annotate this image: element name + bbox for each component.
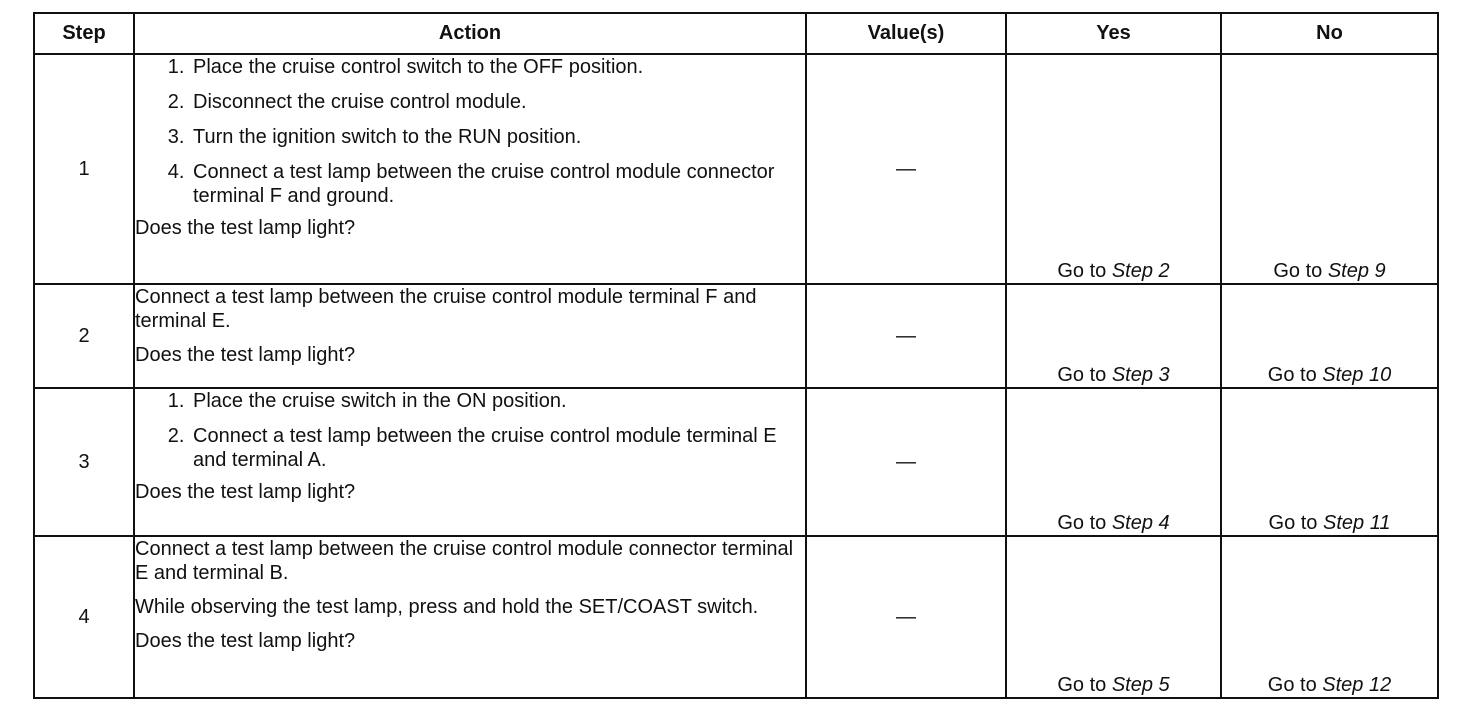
go-to-label: Go to [1057, 674, 1107, 696]
diagnostic-table [33, 12, 1439, 699]
yes-cell [1006, 536, 1221, 698]
yes-step-ref: Step 2 [1111, 260, 1170, 282]
step-number: 4 [34, 536, 134, 698]
no-cell [1221, 54, 1438, 284]
action-item: 2. Disconnect the cruise control module. [190, 90, 805, 114]
header-yes: Yes [1006, 13, 1221, 54]
header-no: No [1221, 13, 1438, 54]
value-dash: — [896, 157, 916, 180]
table-row [34, 388, 1438, 536]
action-question: Does the test lamp light? [135, 481, 356, 503]
yes-cell [1006, 388, 1221, 536]
go-to-label: Go to [1057, 512, 1107, 534]
value-cell [806, 54, 1006, 284]
value-dash: — [896, 605, 916, 628]
no-step-ref: Step 12 [1322, 674, 1392, 696]
action-list [135, 55, 805, 208]
table-row [34, 284, 1438, 388]
header-row [34, 13, 1438, 54]
no-step-ref: Step 11 [1323, 512, 1391, 534]
table-row [34, 536, 1438, 698]
value-cell [806, 284, 1006, 388]
header-values: Value(s) [806, 13, 1006, 54]
step-number: 3 [34, 388, 134, 536]
action-item: 2. Connect a test lamp between the cruise control module terminal E and terminal A. [190, 424, 805, 472]
step-number: 2 [34, 284, 134, 388]
action-text: Connect a test lamp between the cruise control module connector terminal E and terminal B. [135, 538, 794, 584]
no-cell [1221, 536, 1438, 698]
value-cell [806, 388, 1006, 536]
action-item: 1. Place the cruise control switch to the OFF position. [190, 55, 805, 79]
no-cell [1221, 284, 1438, 388]
action-question: Does the test lamp light? [135, 630, 356, 652]
go-to-label: Go to [1267, 674, 1317, 696]
action-question: Does the test lamp light? [135, 344, 356, 366]
value-cell [806, 536, 1006, 698]
action-item: 4. Connect a test lamp between the cruise control module connector terminal F and ground. [190, 160, 805, 208]
action-cell [134, 388, 806, 536]
value-dash: — [896, 450, 916, 473]
yes-step-ref: Step 4 [1111, 512, 1170, 534]
go-to-label: Go to [1273, 260, 1323, 282]
no-step-ref: Step 9 [1327, 260, 1386, 282]
action-text-2: While observing the test lamp, press and hold the SET/COAST switch. [135, 596, 759, 618]
go-to-label: Go to [1057, 260, 1107, 282]
action-cell [134, 54, 806, 284]
action-item: 1. Place the cruise switch in the ON position. [190, 389, 805, 413]
yes-cell [1006, 284, 1221, 388]
table-row [34, 54, 1438, 284]
action-item: 3. Turn the ignition switch to the RUN position. [190, 125, 805, 149]
header-action: Action [134, 13, 806, 54]
action-text: Connect a test lamp between the cruise control module terminal F and terminal E. [135, 286, 757, 332]
action-question: Does the test lamp light? [135, 217, 356, 239]
yes-step-ref: Step 3 [1111, 364, 1170, 386]
no-cell [1221, 388, 1438, 536]
action-cell [134, 284, 806, 388]
yes-cell [1006, 54, 1221, 284]
yes-step-ref: Step 5 [1111, 674, 1170, 696]
step-number: 1 [34, 54, 134, 284]
no-step-ref: Step 10 [1322, 364, 1392, 386]
action-list [135, 389, 805, 472]
action-cell [134, 536, 806, 698]
value-dash: — [896, 324, 916, 347]
header-step: Step [34, 13, 134, 54]
go-to-label: Go to [1267, 364, 1317, 386]
go-to-label: Go to [1057, 364, 1107, 386]
go-to-label: Go to [1268, 512, 1318, 534]
